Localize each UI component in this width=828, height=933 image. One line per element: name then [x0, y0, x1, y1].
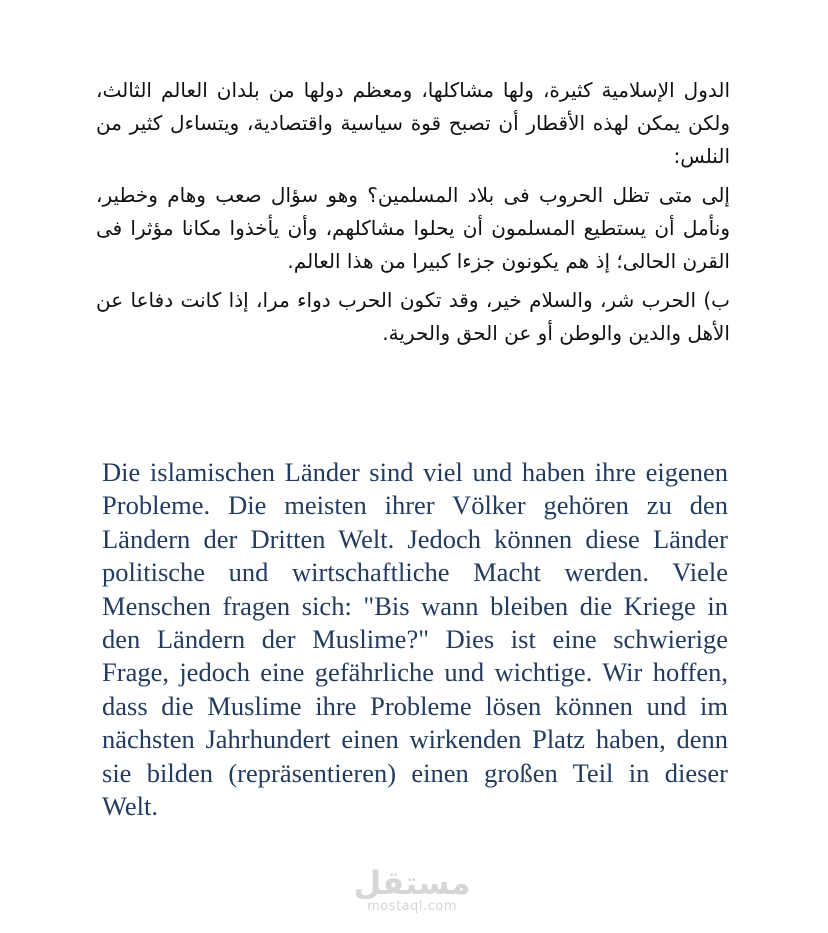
watermark-logo: مستقل [353, 864, 471, 902]
german-translation [102, 456, 728, 823]
arabic-paragraph-2: إلى متى تظل الحروب فى بلاد المسلمين؟ وهو سؤال صعب وهام وخطير، ونأمل أن يستطيع المسلمون أن يحلوا مشاكلهم، وأن يأخذوا مكانا مؤثرا فى القرن الحالى؛ إذ هم يكونون جزءا كبيرا من هذا العالم. [96, 183, 730, 273]
arabic-source-text [96, 74, 730, 356]
arabic-paragraph-1: الدول الإسلامية كثيرة، ولها مشاكلها، ومعظم دولها من بلدان العالم الثالث، ولكن يمكن لهذه الأقطار أن تصبح قوة سياسية واقتصادية، ويتساءل كثير من النلس: [96, 78, 730, 168]
watermark-domain: mostaql.com [367, 899, 457, 914]
german-paragraph: Die islamischen Länder sind viel und haben ihre eigenen Probleme. Die meisten ihrer Völker gehören zu den Ländern der Dritten Welt. Jedoch können diese Länder politische und wirtschaftliche Macht werden. Viele Menschen fragen sich: "Bis wann bleiben die Kriege in den Ländern der Muslime?" Dies ist eine schwierige Frage, jedoch eine gefährliche und wichtige. Wir hoffen, dass die Muslime ihre Probleme lösen können und im nächsten Jahrhundert einen wirkenden Platz haben, denn sie bilden (repräsentieren) einen großen Teil in dieser Welt. [102, 457, 728, 822]
mostaql-watermark [342, 866, 482, 914]
arabic-paragraph-3: ب) الحرب شر، والسلام خير، وقد تكون الحرب دواء مرا، إذا كانت دفاعا عن الأهل والدين والوطن أو عن الحق والحرية. [96, 288, 730, 345]
